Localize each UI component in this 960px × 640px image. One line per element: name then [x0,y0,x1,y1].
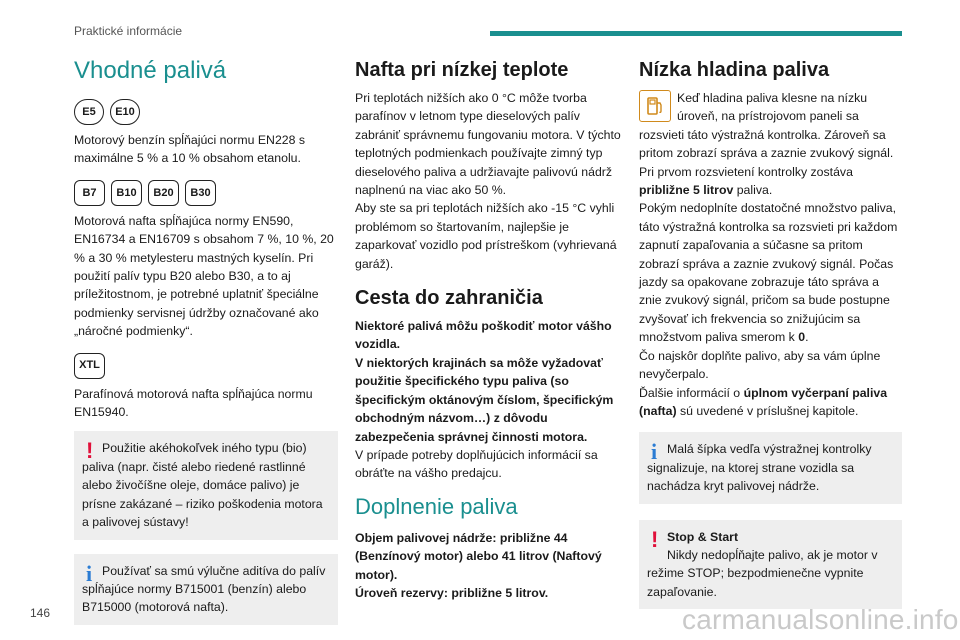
fuel-badge-b30: B30 [185,180,216,206]
page-number: 146 [30,606,51,620]
running-header: Praktické informácie [74,24,183,38]
travel-bold-2: V niektorých krajinách sa môže vyžadovať použitie špecifického typu paliva (so špecifickým oktánovým číslom, špecifickým obchodným názvom…) z dôvodu zabezpečenia správnej činnosti motora. [355,355,614,444]
fuel-badge-b7: B7 [74,180,105,206]
exclamation-icon: ! [651,526,659,552]
low-fuel-text-4: Čo najskôr doplňte palivo, aby sa vám úplne nevyčerpalo. [639,348,881,382]
warning-text: Nikdy nedopĺňajte palivo, ak je motor v režime STOP; bezpodmienečne vypnite zapaľovanie. [647,547,878,599]
warning-text: Použitie akéhokoľvek iného typu (bio) paliva (napr. čisté alebo riedené rastlinné alebo živočíšne oleje, domáce palivo) je prísne zakázané – riziko poškodenia motora a palivovej sústavy! [82,441,323,530]
travel-text: V prípade potreby doplňujúcich informácií sa obráťte na vášho predajcu. [355,447,598,481]
info-text: Používať sa smú výlučne aditíva do palív spĺňajúce normy B715001 (benzín) alebo B715000 (motorová nafta). [82,563,326,615]
petrol-description: Motorový benzín spĺňajúci normu EN228 s maximálne 5 % a 10 % obsahom etanolu. [74,133,306,166]
xtl-badges [74,353,338,379]
info-icon: i [651,439,658,465]
warning-notice-fuel [74,431,338,539]
xtl-description: Parafínová motorová nafta spĺňajúca normu EN15940. [74,386,313,420]
info-icon: i [86,560,93,586]
low-fuel-text-3: Pokým nedoplníte dostatočné množstvo paliva, táto výstražná kontrolka sa rozsvieti pri každom zapnutí zapaľovania a súčasne sa pritom zobrazí správa a zaznie zvukový signál. Počas jazdy sa opakovane zobrazuje táto správa a znie zvukový signál, pričom sa bude postupne zvyšovať ich frekvencia so znižujúcim sa množstvom paliva smerom k 0. [639,201,898,345]
tank-capacity: Objem palivovej nádrže: približne 44 (Benzínový motor) alebo 41 litrov (Naftový motor). [355,530,602,582]
fuel-pump-icon [639,90,671,122]
section-title-refuelling: Doplnenie paliva [355,493,518,519]
section-title-cold-diesel: Nafta pri nízkej teplote [355,59,569,81]
cold-diesel-text-1: Pri teplotách nižších ako 0 °C môže tvorba parafínov v letnom type dieselových palív zabrániť správnemu fungovaniu motora. V týchto teplotných podmienkach používajte zimný typ dieselového paliva a udržiavajte palivovú nádrž naplnenú na viac ako 50 %. [355,91,621,198]
exclamation-icon: ! [86,438,94,464]
column-suitable-fuels [74,55,338,625]
fuel-badge-b10: B10 [111,180,142,206]
section-title-travel-abroad: Cesta do zahraničia [355,287,543,310]
diesel-description: Motorová nafta spĺňajúca normy EN590, EN16734 a EN16709 s obsahom 7 %, 10 %, 20 % a 30 % metylesteru mastných kyselín. Pri použití palív typu B20 alebo B30, a to aj príležitostnom, je potrebné uplatniť špeciálne podmienky servisnej údržby označované ako „náročné podmienky“. [74,213,334,339]
column-low-fuel [639,55,902,609]
warning-notice-stop-start [639,520,902,610]
cold-diesel-text-2: Aby ste sa pri teplotách nižších ako -15 °C vyhli problémom so štartovaním, najlepšie je zaparkovať vozidlo pod prístreškom (vyhrievaná garáž). [355,201,617,271]
reserve-level: Úroveň rezervy: približne 5 litrov. [355,585,549,600]
column-diesel-travel-refuel [355,55,621,602]
diesel-badges [74,180,338,206]
section-title-suitable-fuels: Vhodné palivá [74,57,227,84]
low-fuel-text-5: Ďalšie informácií o úplnom vyčerpaní paliva (nafta) sú uvedené v príslušnej kapitole. [639,385,888,418]
info-notice-fuel-arrow [639,432,902,503]
low-fuel-text-1: Keď hladina paliva klesne na nízku úroveň, na prístrojovom paneli sa rozsvieti táto výstražná kontrolka. Zároveň sa pritom zobrazí správa a zaznie zvukový signál. [639,91,894,161]
fuel-badge-xtl: XTL [74,353,105,379]
travel-bold-1: Niektoré palivá môžu poškodiť motor vášho vozidla. [355,319,612,352]
section-title-low-fuel: Nízka hladina paliva [639,59,830,81]
info-notice-additives [74,554,338,625]
fuel-badge-e5: E5 [74,99,104,125]
info-text: Malá šípka vedľa výstražnej kontrolky signalizuje, na ktorej strane vozidla sa nachádza kryt palivovej nádrže. [647,442,872,494]
low-fuel-text-2: Pri prvom rozsvietení kontrolky zostáva približne 5 litrov paliva. [639,164,853,198]
watermark: carmanualsonline.info [682,604,959,635]
fuel-badge-e10: E10 [110,99,140,125]
petrol-badges [74,99,338,125]
header-accent-bar [490,31,902,36]
warning-title: Stop & Start [667,529,739,544]
fuel-badge-b20: B20 [148,180,179,206]
